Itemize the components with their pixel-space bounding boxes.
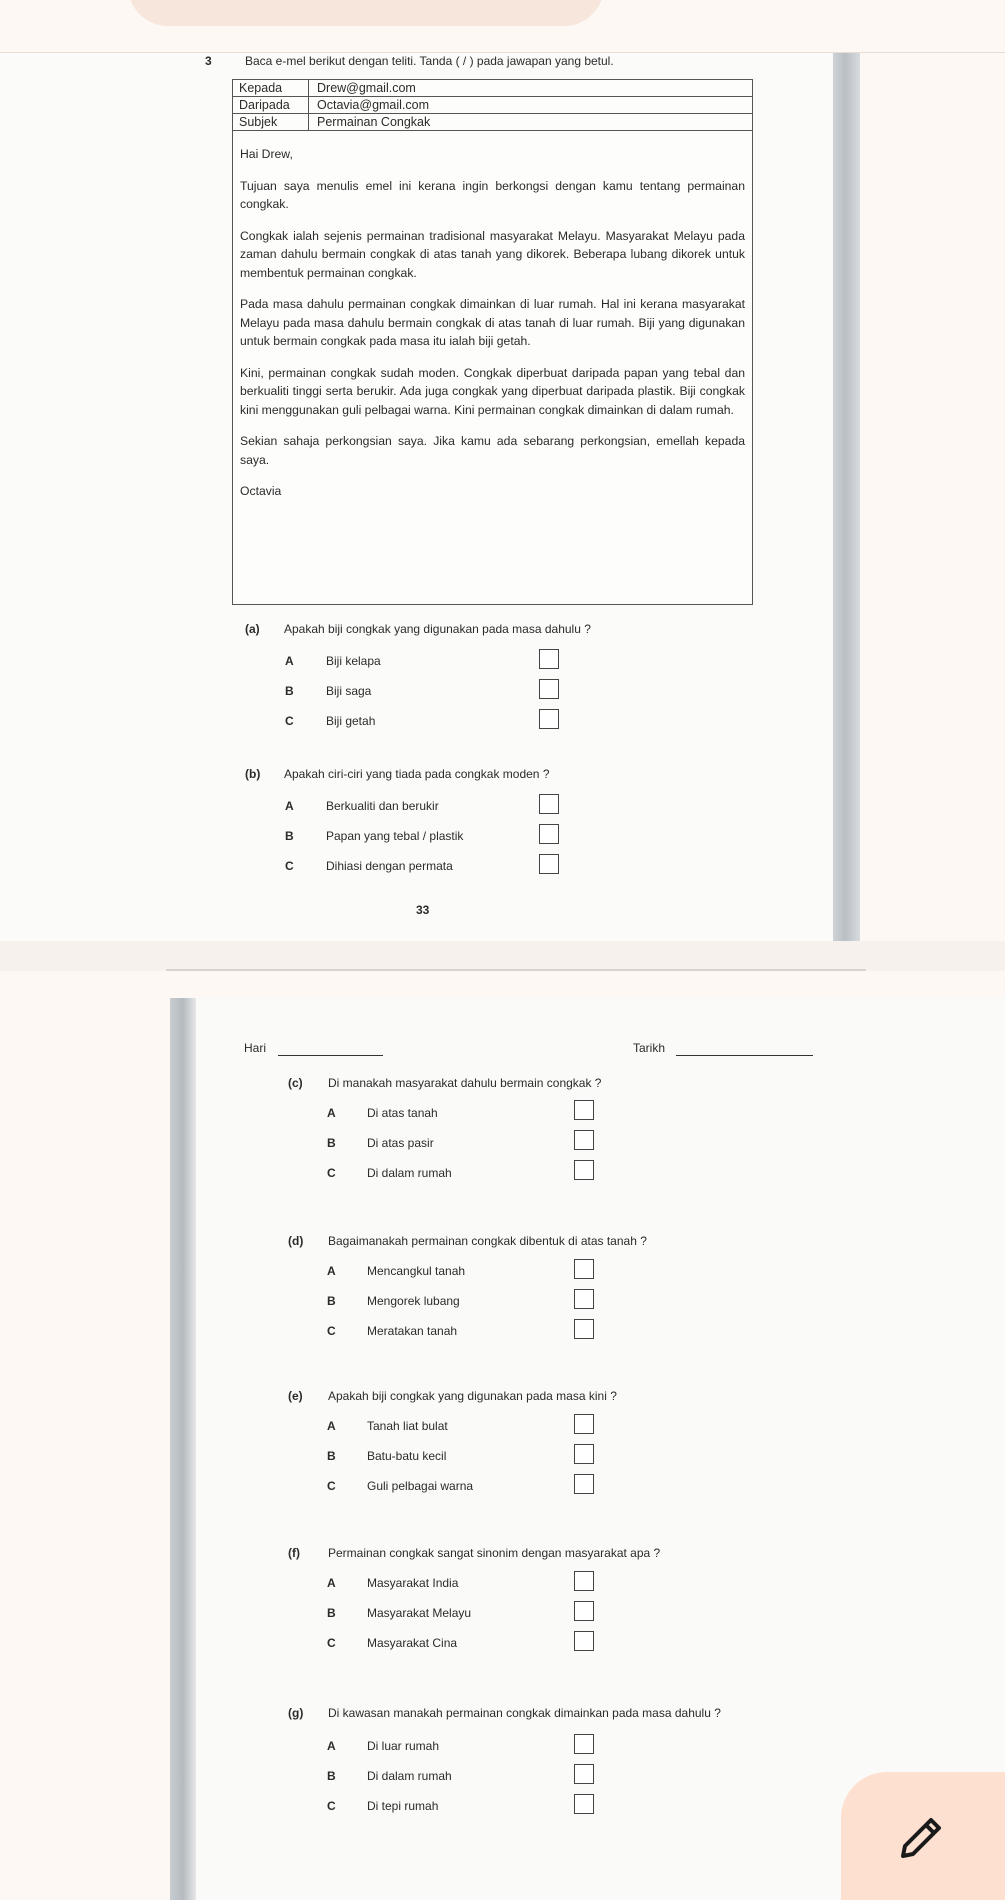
option-text: Biji kelapa xyxy=(326,654,381,668)
option-text: Biji getah xyxy=(326,714,376,728)
question-label: (b) xyxy=(245,767,261,781)
answer-checkbox[interactable] xyxy=(574,1474,594,1494)
email-header-row xyxy=(233,114,752,131)
option-text: Masyarakat Cina xyxy=(367,1636,458,1650)
page-number: 33 xyxy=(416,903,430,917)
option-text: Berkualiti dan berukir xyxy=(326,799,439,813)
option-text: Di dalam rumah xyxy=(367,1769,452,1783)
email-greeting: Hai Drew, xyxy=(240,147,293,161)
email-from-label: Daripada xyxy=(233,97,309,113)
question-number: 3 xyxy=(205,54,212,68)
answer-checkbox[interactable] xyxy=(539,709,559,729)
question-label: (a) xyxy=(245,622,260,636)
option-letter: C xyxy=(285,859,294,873)
answer-checkbox[interactable] xyxy=(574,1319,594,1339)
question-instruction: Baca e-mel berikut dengan teliti. Tanda ( / ) pada jawapan yang betul. xyxy=(245,54,614,68)
option-text: Di luar rumah xyxy=(367,1739,440,1753)
answer-checkbox[interactable] xyxy=(574,1130,594,1150)
answer-checkbox[interactable] xyxy=(539,824,559,844)
question-label: (c) xyxy=(288,1076,303,1090)
answer-checkbox[interactable] xyxy=(574,1444,594,1464)
option-letter: A xyxy=(327,1576,336,1590)
answer-checkbox[interactable] xyxy=(539,794,559,814)
option-letter: B xyxy=(285,684,294,698)
answer-checkbox[interactable] xyxy=(574,1289,594,1309)
option-text: Mencangkul tanah xyxy=(367,1264,466,1278)
email-card xyxy=(232,79,753,605)
answer-checkbox[interactable] xyxy=(574,1414,594,1434)
email-paragraph: Pada masa dahulu permainan congkak dimainkan di luar rumah. Hal ini kerana masyarakat Melayu pada masa dahulu bermain congkak di atas tanah di luar rumah. Biji yang digunakan untuk bermain congkak pada masa itu ialah biji getah. xyxy=(240,297,745,348)
option-letter: B xyxy=(285,829,294,843)
question-text: Permainan congkak sangat sinonim dengan masyarakat apa ? xyxy=(328,1546,661,1560)
email-signoff: Octavia xyxy=(240,484,282,498)
option-letter: A xyxy=(285,799,294,813)
option-letter: C xyxy=(327,1324,336,1338)
email-subject-value: Permainan Congkak xyxy=(317,115,431,129)
answer-checkbox[interactable] xyxy=(574,1571,594,1591)
option-letter: A xyxy=(327,1106,336,1120)
answer-checkbox[interactable] xyxy=(574,1631,594,1651)
pencil-icon xyxy=(895,1812,947,1864)
option-text: Dihiasi dengan permata xyxy=(326,859,453,873)
answer-checkbox[interactable] xyxy=(574,1259,594,1279)
option-text: Mengorek lubang xyxy=(367,1294,460,1308)
answer-checkbox[interactable] xyxy=(574,1100,594,1120)
question-text: Di manakah masyarakat dahulu bermain congkak ? xyxy=(328,1076,602,1090)
option-letter: B xyxy=(327,1606,336,1620)
option-letter: B xyxy=(327,1136,336,1150)
question-text: Apakah biji congkak yang digunakan pada masa kini ? xyxy=(328,1389,617,1403)
option-text: Meratakan tanah xyxy=(367,1324,458,1338)
hari-field[interactable] xyxy=(278,1055,383,1056)
answer-checkbox[interactable] xyxy=(574,1794,594,1814)
option-text: Di dalam rumah xyxy=(367,1166,452,1180)
email-header-row xyxy=(233,80,752,97)
option-letter: C xyxy=(327,1636,336,1650)
tarikh-label: Tarikh xyxy=(633,1041,666,1055)
answer-checkbox[interactable] xyxy=(574,1160,594,1180)
option-text: Masyarakat Melayu xyxy=(367,1606,472,1620)
question-label: (e) xyxy=(288,1389,303,1403)
email-from-value: Octavia@gmail.com xyxy=(317,98,430,112)
option-text: Di tepi rumah xyxy=(367,1799,439,1813)
email-paragraph: Kini, permainan congkak sudah moden. Congkak diperbuat daripada papan yang tebal dan berkualiti tinggi serta berukir. Ada juga congkak yang diperbuat daripada plastik. Biji congkak kini menggunakan guli pelbagai warna. Kini permainan congkak dimainkan di dalam rumah. xyxy=(240,365,745,417)
answer-checkbox[interactable] xyxy=(539,649,559,669)
email-to-label: Kepada xyxy=(233,80,309,96)
page-binding-shadow xyxy=(170,998,196,1900)
email-paragraph: Sekian sahaja perkongsian saya. Jika kamu ada sebarang perkongsian, emellah kepada saya. xyxy=(240,434,745,467)
question-label: (g) xyxy=(288,1706,304,1720)
email-to-value: Drew@gmail.com xyxy=(317,81,416,95)
worksheet-page-1 xyxy=(0,53,860,941)
top-handle-bar xyxy=(128,0,604,26)
option-text: Di atas tanah xyxy=(367,1106,438,1120)
option-letter: B xyxy=(327,1294,336,1308)
option-text: Masyarakat India xyxy=(367,1576,459,1590)
answer-checkbox[interactable] xyxy=(574,1764,594,1784)
option-letter: C xyxy=(327,1166,336,1180)
question-text: Apakah ciri-ciri yang tiada pada congkak moden ? xyxy=(284,767,550,781)
question-text: Apakah biji congkak yang digunakan pada masa dahulu ? xyxy=(284,622,591,636)
option-text: Guli pelbagai warna xyxy=(367,1479,474,1493)
page-gap xyxy=(0,941,1005,971)
edit-button[interactable] xyxy=(841,1772,1005,1900)
email-header-row xyxy=(233,97,752,114)
tarikh-field[interactable] xyxy=(676,1055,813,1056)
answer-checkbox[interactable] xyxy=(574,1601,594,1621)
option-letter: C xyxy=(327,1799,336,1813)
page-binding-shadow xyxy=(833,53,860,941)
option-letter: A xyxy=(327,1419,336,1433)
option-letter: A xyxy=(327,1739,336,1753)
option-letter: B xyxy=(327,1449,336,1463)
option-text: Batu-batu kecil xyxy=(367,1449,447,1463)
option-letter: C xyxy=(285,714,294,728)
answer-checkbox[interactable] xyxy=(574,1734,594,1754)
option-text: Papan yang tebal / plastik xyxy=(326,829,464,843)
option-text: Biji saga xyxy=(326,684,372,698)
option-letter: C xyxy=(327,1479,336,1493)
question-text: Di kawasan manakah permainan congkak dimainkan pada masa dahulu ? xyxy=(328,1706,721,1720)
email-subject-label: Subjek xyxy=(233,114,309,130)
option-letter: B xyxy=(327,1769,336,1783)
answer-checkbox[interactable] xyxy=(539,854,559,874)
option-letter: A xyxy=(327,1264,336,1278)
question-text: Bagaimanakah permainan congkak dibentuk di atas tanah ? xyxy=(328,1234,647,1248)
option-text: Tanah liat bulat xyxy=(367,1419,448,1433)
divider xyxy=(166,969,866,971)
hari-label: Hari xyxy=(244,1041,267,1055)
email-body xyxy=(233,131,752,501)
worksheet-page-2 xyxy=(170,998,1005,1900)
option-text: Di atas pasir xyxy=(367,1136,434,1150)
answer-checkbox[interactable] xyxy=(539,679,559,699)
question-label: (d) xyxy=(288,1234,304,1248)
email-paragraph: Congkak ialah sejenis permainan tradisional masyarakat Melayu. Masyarakat Melayu pada zaman dahulu bermain congkak di atas tanah yang dikorek. Beberapa lubang dikorek untuk membentuk permainan congkak. xyxy=(240,228,745,280)
email-paragraph: Tujuan saya menulis emel ini kerana ingin berkongsi dengan kamu tentang permainan congkak. xyxy=(240,178,745,211)
option-letter: A xyxy=(285,654,294,668)
question-label: (f) xyxy=(288,1546,300,1560)
